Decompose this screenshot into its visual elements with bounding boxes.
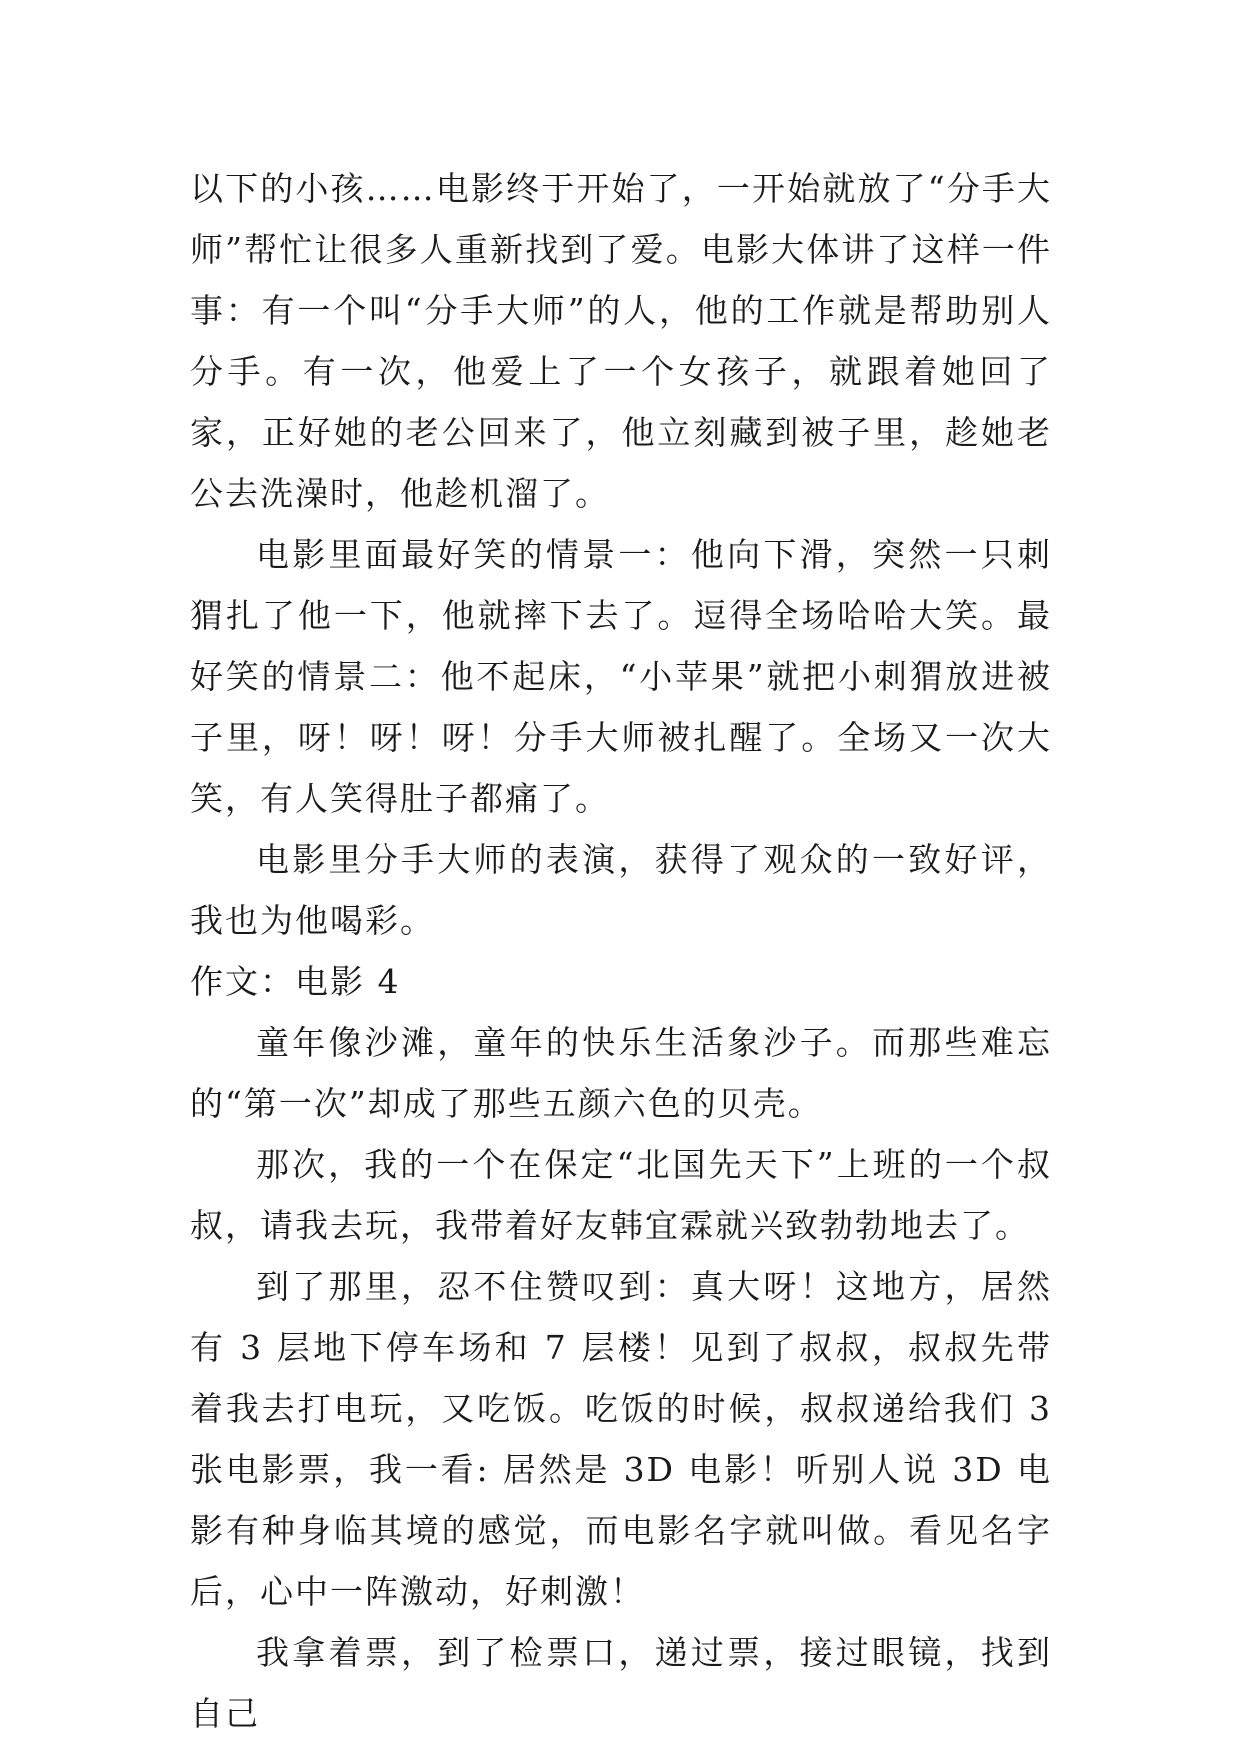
document-body	[190, 158, 1052, 1744]
paragraph-2: 电影里面最好笑的情景一：他向下滑，突然一只刺猬扎了他一下，他就摔下去了。逗得全场哈哈大笑。最好笑的情景二：他不起床，“小苹果”就把小刺猬放进被子里，呀！呀！呀！分手大师被扎醒了。全场又一次大笑，有人笑得肚子都痛了。	[190, 535, 1052, 818]
paragraph-3: 电影里分手大师的表演，获得了观众的一致好评，我也为他喝彩。	[190, 840, 1052, 940]
paragraph-5: 那次，我的一个在保定“北国先天下”上班的一个叔叔，请我去玩，我带着好友韩宜霖就兴致勃勃地去了。	[190, 1145, 1052, 1245]
paragraph-4: 童年像沙滩，童年的快乐生活象沙子。而那些难忘的“第一次”却成了那些五颜六色的贝壳。	[190, 1023, 1052, 1123]
paragraph-7: 我拿着票，到了检票口，递过票，接过眼镜，找到自己	[190, 1633, 1052, 1733]
paragraph-6: 到了那里，忍不住赞叹到：真大呀！这地方，居然有 3 层地下停车场和 7 层楼！见到了叔叔，叔叔先带着我去打电玩，又吃饭。吃饭的时候，叔叔递给我们 3 张电影票，我一看: 居然是 3D 电影！听别人说 3D 电影有种身临其境的感觉，而电影名字就叫做。看见名字后，心中一阵激动，好刺激！	[190, 1267, 1052, 1611]
section-heading: 作文：电影 4	[190, 962, 401, 1001]
paragraph-1: 以下的小孩……电影终于开始了，一开始就放了“分手大师”帮忙让很多人重新找到了爱。电影大体讲了这样一件事：有一个叫“分手大师”的人，他的工作就是帮助别人分手。有一次，他爱上了一个女孩子，就跟着她回了家，正好她的老公回来了，他立刻藏到被子里，趁她老公去洗澡时，他趁机溜了。	[190, 169, 1052, 513]
